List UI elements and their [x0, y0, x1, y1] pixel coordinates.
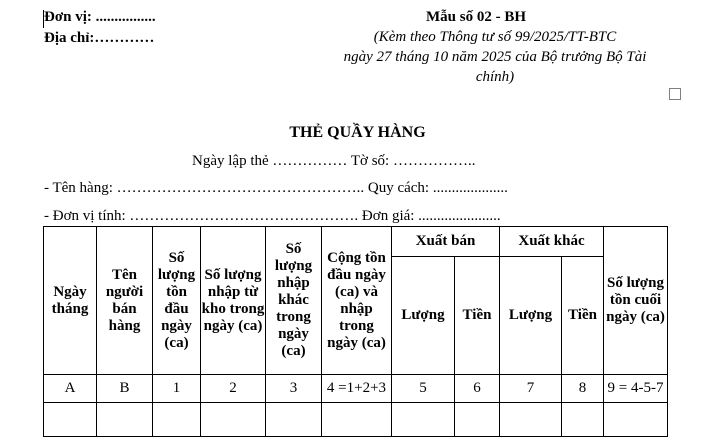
subheader-other-amount: Tiền [562, 257, 604, 375]
data-cell[interactable] [562, 403, 604, 437]
header-seller: Tên người bán hàng [97, 227, 153, 375]
data-cell[interactable] [153, 403, 201, 437]
index-cell: 4 =1+2+3 [322, 375, 392, 403]
header-import-warehouse: Số lượng nhập từ kho trong ngày (ca) [201, 227, 266, 375]
data-cell[interactable] [266, 403, 322, 437]
regulation-note-line-3: chính) [475, 69, 515, 85]
header-export-sale: Xuất bán [392, 227, 500, 257]
layout-checkbox-icon[interactable] [669, 88, 681, 100]
data-cell[interactable] [322, 403, 392, 437]
data-cell[interactable] [392, 403, 455, 437]
data-cell[interactable] [44, 403, 97, 437]
header-closing-qty: Số lượng tồn cuối ngày (ca) [604, 227, 668, 375]
subheader-sale-amount: Tiền [455, 257, 500, 375]
data-cell[interactable] [201, 403, 266, 437]
header-total: Cộng tồn đầu ngày (ca) và nhập trong ngày (ca) [322, 227, 392, 375]
data-cell[interactable] [500, 403, 562, 437]
index-cell: 3 [266, 375, 322, 403]
subheader-other-qty: Lượng [500, 257, 562, 375]
index-cell: 6 [455, 375, 500, 403]
date-line: Ngày lập thẻ …………… Tờ số: …………….. [192, 153, 476, 169]
form-code: Mẫu số 02 - BH [426, 9, 527, 25]
goods-name-line: - Tên hàng: ………………………………………….. Quy cách: .................... [44, 180, 508, 196]
index-cell: 1 [153, 375, 201, 403]
regulation-note-line-2: ngày 27 tháng 10 năm 2025 của Bộ trưởng Bộ Tài [343, 49, 647, 65]
data-cell[interactable] [455, 403, 500, 437]
address-label: Địa chỉ:………… [44, 30, 155, 46]
unit-label: Đơn vị: ................ [44, 9, 156, 25]
subheader-sale-qty: Lượng [392, 257, 455, 375]
index-cell: 2 [201, 375, 266, 403]
header-opening-qty: Số lượng tồn đầu ngày (ca) [153, 227, 201, 375]
header-import-other: Số lượng nhập khác trong ngày (ca) [266, 227, 322, 375]
index-cell: 5 [392, 375, 455, 403]
index-cell: 7 [500, 375, 562, 403]
index-cell: B [97, 375, 153, 403]
index-cell: 9 = 4-5-7 [604, 375, 668, 403]
header-date: Ngày tháng [44, 227, 97, 375]
regulation-note-line-1: (Kèm theo Thông tư số 99/2025/TT-BTC [373, 29, 617, 45]
data-cell[interactable] [604, 403, 668, 437]
document-title: THẺ QUẦY HÀNG [289, 124, 426, 141]
data-cell[interactable] [97, 403, 153, 437]
unit-price-line: - Đơn vị tính: ………………………………………. Đơn giá: ...................... [44, 208, 501, 224]
stock-card-table [43, 226, 668, 437]
index-cell: 8 [562, 375, 604, 403]
header-export-other: Xuất khác [500, 227, 604, 257]
index-cell: A [44, 375, 97, 403]
